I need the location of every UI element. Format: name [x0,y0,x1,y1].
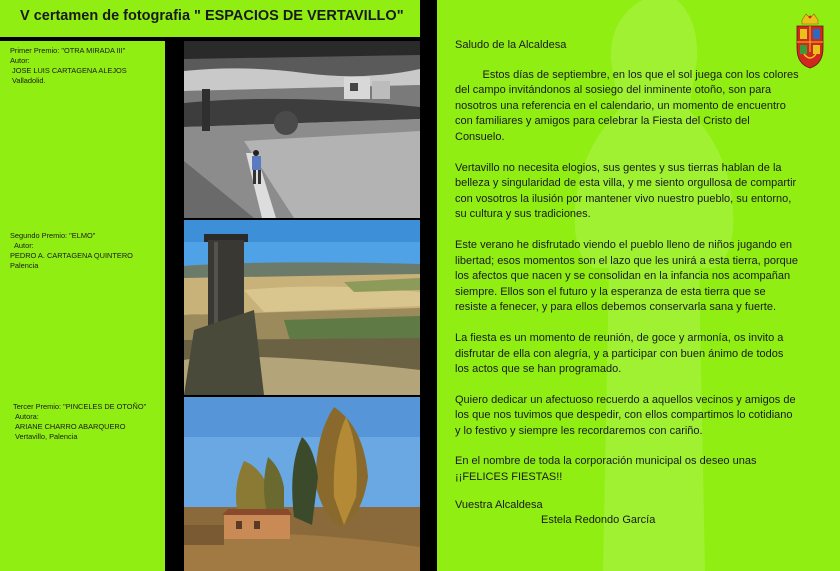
letter-paragraph: En el nombre de toda la corporación municipal os deseo unas ¡¡FELICES FIESTAS!! [455,455,757,484]
third-prize-photo [184,397,420,571]
letter-signature: Estela Redondo García [541,514,656,527]
letter-paragraph: Este verano he disfrutado viendo el pueblo lleno de niños jugando en libertad; esos momentos son el lazo que les unirá a esta tierra, porque los afectos que nacen y se consolidan en la infancia nos acompañan siempre. Ellos son el futuro y la esperanza de esta tierra que se resiste a fenecer, y para ellos debemos conservarla sana y fuerte. [455,238,799,314]
greeting-letter [455,38,800,529]
contest-title-banner [0,0,420,37]
author-name: ARIANE CHARRO ABARQUERO [15,422,126,431]
autumn-trees-image [184,397,420,571]
second-prize-caption [10,231,133,271]
prize-heading: Tercer Premio: "PINCELES DE OTOÑO" [13,402,147,411]
author-label: Autor: [14,241,34,250]
letter-paragraph: Vertavillo no necesita elogios, sus gentes y sus tierras hablan de la belleza y singularidad de esta villa, y me siento orgullosa de compartir con vosotros la ilusión por mantener vivo nuestro pueblo, su entorno, su cultura y sus tradiciones. [455,161,797,221]
tower-landscape-image [184,220,420,395]
author-label: Autor: [10,56,30,65]
letter-paragraph: Estos días de septiembre, en los que el sol juega con los colores del campo invitándonos al sosiego del inminente otoño, son para nosotros una referencia en el calendario, un momento de encuentro con familiares y amigos para celebrar la Fiesta del Cristo del Consuelo. [455,68,799,143]
prize-heading: Segundo Premio: "ELMO" [10,231,96,240]
author-name: JOSE LUIS CARTAGENA ALEJOS [12,66,127,75]
author-location: Valladolid. [12,76,46,85]
second-prize-photo [184,220,420,395]
third-prize-caption [13,402,146,442]
prize-captions-column [0,41,165,571]
author-label: Autora: [15,412,39,421]
author-name: PEDRO A. CARTAGENA QUINTERO [10,251,133,260]
contest-title: V certamen de fotografia " ESPACIOS DE VERTAVILLO" [20,8,404,24]
letter-closing: Vuestra Alcaldesa [455,498,543,511]
letter-greeting: Saludo de la Alcaldesa [455,39,567,51]
mayor-greeting-panel [437,0,840,571]
letter-paragraph: La fiesta es un momento de reunión, de goce y armonía, os invito a disfrutar de ella con alegría, y a participar con buen ánimo de todos los actos que se han programado. [455,331,784,376]
prize-heading: Primer Premio: "OTRA MIRADA III" [10,46,126,55]
author-location: Palencia [10,261,39,270]
author-location: Vertavillo, Palencia [15,432,78,441]
first-prize-photo [184,41,420,218]
landscape-bw-image [184,41,420,218]
first-prize-caption [10,46,127,86]
letter-paragraph: Quiero dedicar un afectuoso recuerdo a aquellos vecinos y amigos de los que nos tuvimos que despedir, con ellos compartimos lo cotidiano y lo festivo y siempre les recordaremos con cariño. [455,393,796,437]
